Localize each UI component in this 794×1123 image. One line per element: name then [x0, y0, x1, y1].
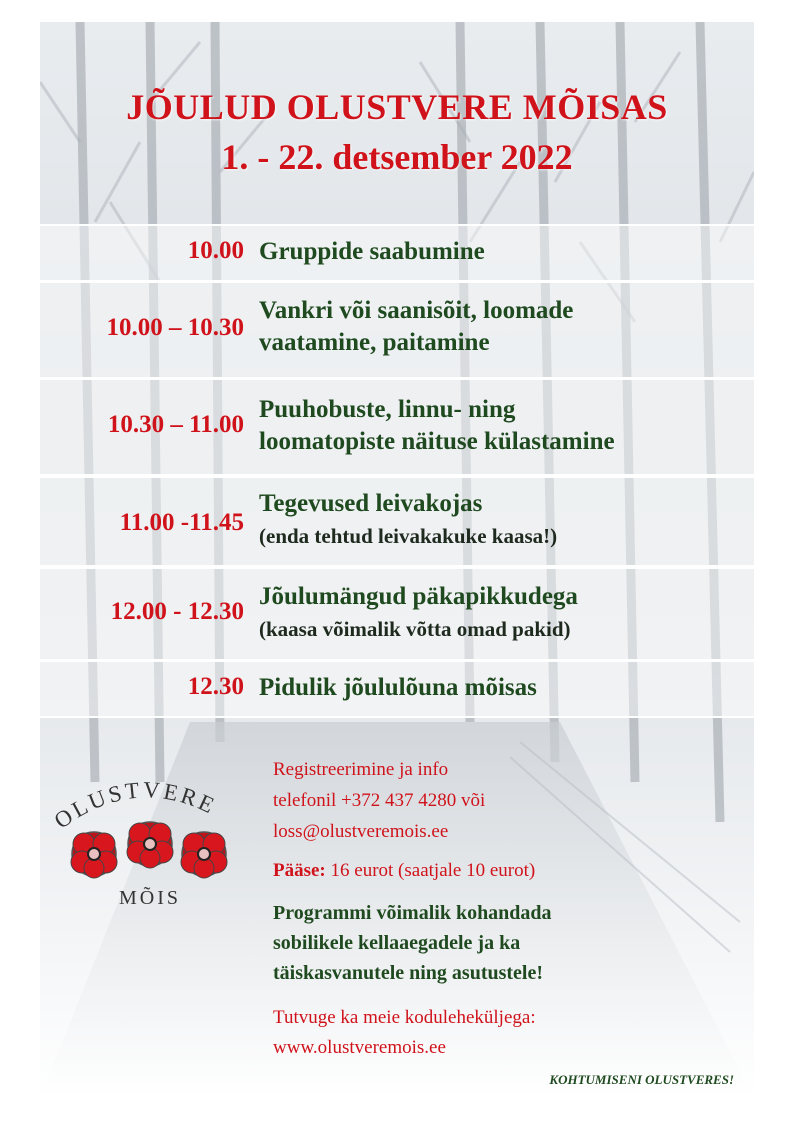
rose-icon — [127, 822, 173, 868]
schedule-row — [40, 476, 754, 567]
schedule-time: 10.00 — [187, 237, 244, 264]
website-heading: Tutvuge ka meie koduleheküljega: — [273, 1007, 536, 1028]
schedule-time: 12.30 — [187, 673, 244, 700]
note-line: Programmi võimalik kohandada — [273, 902, 552, 924]
phone-text: telefonil +372 437 4280 või — [273, 790, 486, 811]
logo-bottom-text: MÕIS — [118, 887, 182, 909]
schedule-row — [40, 378, 754, 476]
schedule-time: 12.00 - 12.30 — [110, 598, 244, 625]
email-link[interactable]: loss@olustveremois.ee — [273, 821, 449, 842]
note-line: täiskasvanutele ning asutustele! — [273, 962, 544, 984]
schedule-activity: Puuhobuste, linnu- ning loomatopiste näituse külastamine — [259, 396, 615, 455]
poster — [40, 22, 754, 1098]
schedule-activity: Jõulumängud päkapikkudega (kaasa võimalik võtta omad pakid) — [259, 583, 578, 641]
schedule-row — [40, 224, 754, 282]
schedule-row — [40, 567, 754, 661]
registration-heading: Registreerimine ja info — [273, 759, 449, 780]
note-line: sobilikele kellaaegadele ja ka — [273, 932, 521, 954]
schedule-activity: Gruppide saabumine — [259, 238, 485, 265]
schedule-activity: Pidulik jõululõuna mõisas — [259, 674, 537, 701]
schedule-row — [40, 660, 754, 718]
schedule-activity: Tegevused leivakojas (enda tehtud leivakakuke kaasa!) — [259, 490, 558, 548]
poster-title: JÕULUD OLUSTVERE MÕISAS — [126, 87, 668, 127]
website-link[interactable]: www.olustveremois.ee — [273, 1037, 446, 1058]
schedule-row — [40, 281, 754, 379]
olustvere-mois-logo — [46, 772, 246, 922]
poster-dates: 1. - 22. detsember 2022 — [221, 137, 573, 177]
price-text: Pääse: 16 eurot (saatjale 10 eurot) — [273, 860, 536, 881]
schedule-activity: Vankri või saanisõit, loomade vaatamine, paitamine — [259, 297, 574, 356]
schedule-time: 10.00 – 10.30 — [106, 314, 244, 341]
schedule-time: 10.30 – 11.00 — [107, 411, 244, 438]
schedule-time: 11.00 -11.45 — [119, 509, 244, 536]
rose-icon — [71, 832, 117, 878]
logo-top-text: OLUSTVERE — [49, 777, 221, 834]
footer-slogan: KOHTUMISENI OLUSTVERES! — [549, 1072, 734, 1087]
rose-icon — [181, 832, 227, 878]
